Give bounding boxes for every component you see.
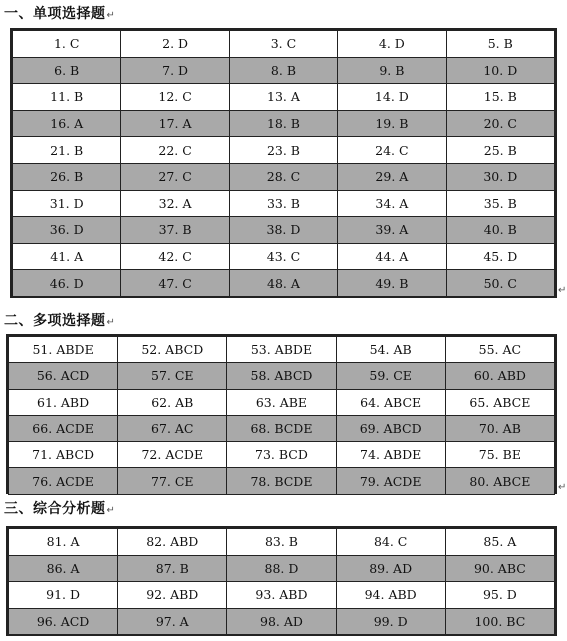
- answer-cell: 15. B: [446, 84, 554, 111]
- answer-cell: 30. D: [446, 163, 554, 190]
- answer-cell: 60. ABD: [445, 363, 554, 389]
- answer-cell: 36. D: [13, 217, 121, 244]
- answer-cell: 89. AD: [336, 555, 445, 582]
- answer-cell: 90. ABC: [445, 555, 554, 582]
- answer-cell: 52. ABCD: [118, 337, 227, 363]
- answer-cell: 70. AB: [445, 415, 554, 441]
- answer-cell: 57. CE: [118, 363, 227, 389]
- answer-cell: 65. ABCE: [445, 389, 554, 415]
- answer-cell: 48. A: [229, 270, 337, 297]
- answer-cell: 50. C: [446, 270, 554, 297]
- table-row: [9, 337, 555, 363]
- answer-cell: 22. C: [121, 137, 229, 164]
- answer-cell: 88. D: [227, 555, 336, 582]
- answer-cell: 16. A: [13, 110, 121, 137]
- answer-cell: 43. C: [229, 243, 337, 270]
- answer-cell: 26. B: [13, 163, 121, 190]
- answer-cell: 85. A: [445, 529, 554, 556]
- multiple-choice-answer-table: [8, 336, 555, 495]
- answer-cell: 72. ACDE: [118, 442, 227, 468]
- answer-cell: 92. ABD: [118, 582, 227, 609]
- answer-cell: 64. ABCE: [336, 389, 445, 415]
- table-row: [13, 84, 555, 111]
- table-row: [9, 468, 555, 494]
- answer-cell: 34. A: [338, 190, 446, 217]
- answer-cell: 77. CE: [118, 468, 227, 494]
- section-title-multiple-choice: 二、多项选择题↵: [4, 313, 116, 329]
- answer-cell: 93. ABD: [227, 582, 336, 609]
- answer-cell: 83. B: [227, 529, 336, 556]
- answer-cell: 5. B: [446, 31, 554, 58]
- answer-cell: 51. ABDE: [9, 337, 118, 363]
- answer-cell: 41. A: [13, 243, 121, 270]
- answer-cell: 33. B: [229, 190, 337, 217]
- answer-cell: 96. ACD: [9, 608, 118, 635]
- table-row: [13, 217, 555, 244]
- answer-cell: 45. D: [446, 243, 554, 270]
- answer-cell: 37. B: [121, 217, 229, 244]
- table-row: [13, 270, 555, 297]
- answer-cell: 58. ABCD: [227, 363, 336, 389]
- answer-cell: 91. D: [9, 582, 118, 609]
- answer-cell: 38. D: [229, 217, 337, 244]
- answer-cell: 13. A: [229, 84, 337, 111]
- answer-cell: 82. ABD: [118, 529, 227, 556]
- answer-cell: 62. AB: [118, 389, 227, 415]
- single-choice-answer-table: [12, 30, 555, 297]
- table-row: [9, 582, 555, 609]
- answer-cell: 17. A: [121, 110, 229, 137]
- table-row: [13, 57, 555, 84]
- table-row: [9, 442, 555, 468]
- answer-cell: 95. D: [445, 582, 554, 609]
- answer-cell: 87. B: [118, 555, 227, 582]
- answer-cell: 4. D: [338, 31, 446, 58]
- answer-cell: 75. BE: [445, 442, 554, 468]
- table-row: [9, 363, 555, 389]
- answer-cell: 25. B: [446, 137, 554, 164]
- answer-cell: 1. C: [13, 31, 121, 58]
- table-row: [13, 190, 555, 217]
- answer-cell: 66. ACDE: [9, 415, 118, 441]
- answer-cell: 31. D: [13, 190, 121, 217]
- table-row: [9, 555, 555, 582]
- answer-cell: 81. A: [9, 529, 118, 556]
- answer-cell: 10. D: [446, 57, 554, 84]
- answer-cell: 94. ABD: [336, 582, 445, 609]
- answer-cell: 42. C: [121, 243, 229, 270]
- table-row: [9, 389, 555, 415]
- answer-cell: 86. A: [9, 555, 118, 582]
- answer-cell: 73. BCD: [227, 442, 336, 468]
- answer-cell: 27. C: [121, 163, 229, 190]
- table-row: [9, 415, 555, 441]
- answer-cell: 12. C: [121, 84, 229, 111]
- answer-cell: 44. A: [338, 243, 446, 270]
- answer-cell: 32. A: [121, 190, 229, 217]
- answer-cell: 23. B: [229, 137, 337, 164]
- answer-cell: 11. B: [13, 84, 121, 111]
- answer-cell: 55. AC: [445, 337, 554, 363]
- answer-cell: 49. B: [338, 270, 446, 297]
- answer-cell: 99. D: [336, 608, 445, 635]
- answer-cell: 21. B: [13, 137, 121, 164]
- section-title-single-choice: 一、单项选择题↵: [4, 6, 116, 22]
- answer-cell: 40. B: [446, 217, 554, 244]
- answer-cell: 2. D: [121, 31, 229, 58]
- answer-cell: 80. ABCE: [445, 468, 554, 494]
- answer-cell: 7. D: [121, 57, 229, 84]
- table-row: [13, 110, 555, 137]
- table-row: [9, 608, 555, 635]
- answer-cell: 84. C: [336, 529, 445, 556]
- table-row: [13, 243, 555, 270]
- answer-cell: 97. A: [118, 608, 227, 635]
- answer-cell: 20. C: [446, 110, 554, 137]
- answer-cell: 69. ABCD: [336, 415, 445, 441]
- answer-cell: 56. ACD: [9, 363, 118, 389]
- comprehensive-analysis-answer-table: [8, 528, 555, 635]
- table-row: [9, 529, 555, 556]
- answer-cell: 59. CE: [336, 363, 445, 389]
- answer-cell: 14. D: [338, 84, 446, 111]
- answer-cell: 47. C: [121, 270, 229, 297]
- answer-cell: 61. ABD: [9, 389, 118, 415]
- answer-cell: 78. BCDE: [227, 468, 336, 494]
- answer-cell: 28. C: [229, 163, 337, 190]
- answer-cell: 74. ABDE: [336, 442, 445, 468]
- answer-cell: 46. D: [13, 270, 121, 297]
- section-title-comprehensive-analysis: 三、综合分析题↵: [4, 501, 116, 517]
- return-mark: ↵: [558, 482, 567, 493]
- table-row: [13, 31, 555, 58]
- answer-cell: 19. B: [338, 110, 446, 137]
- answer-cell: 68. BCDE: [227, 415, 336, 441]
- answer-cell: 100. BC: [445, 608, 554, 635]
- answer-cell: 29. A: [338, 163, 446, 190]
- return-mark: ↵: [558, 285, 567, 296]
- table-row: [13, 163, 555, 190]
- answer-cell: 3. C: [229, 31, 337, 58]
- answer-cell: 76. ACDE: [9, 468, 118, 494]
- answer-cell: 39. A: [338, 217, 446, 244]
- answer-cell: 53. ABDE: [227, 337, 336, 363]
- answer-cell: 6. B: [13, 57, 121, 84]
- answer-cell: 63. ABE: [227, 389, 336, 415]
- answer-cell: 18. B: [229, 110, 337, 137]
- answer-cell: 98. AD: [227, 608, 336, 635]
- answer-cell: 71. ABCD: [9, 442, 118, 468]
- answer-cell: 67. AC: [118, 415, 227, 441]
- answer-cell: 8. B: [229, 57, 337, 84]
- answer-cell: 24. C: [338, 137, 446, 164]
- answer-cell: 9. B: [338, 57, 446, 84]
- answer-cell: 79. ACDE: [336, 468, 445, 494]
- answer-cell: 54. AB: [336, 337, 445, 363]
- answer-cell: 35. B: [446, 190, 554, 217]
- table-row: [13, 137, 555, 164]
